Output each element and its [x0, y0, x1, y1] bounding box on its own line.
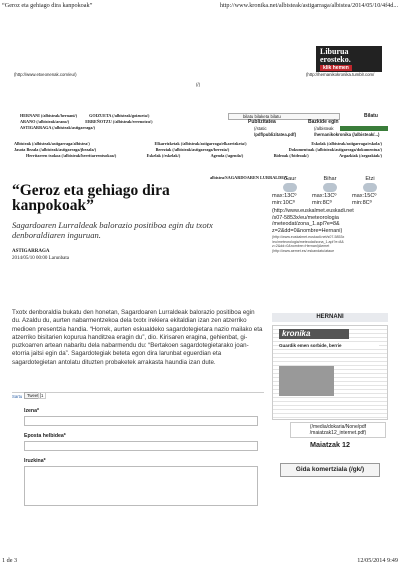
subnav-bereziak[interactable]: Bereziak (/albisteak/astigarraga/berezia/)	[155, 147, 230, 152]
pdf-link-2: /maiatzak12_internet.pdf)	[309, 430, 367, 436]
weather-small-4: (http://www.aemet.es/.eskandatu/ataue	[272, 248, 335, 253]
kronika-link[interactable]: /hernanikokronika (/albisteak/...)	[314, 132, 380, 137]
subnav-jasota-bezala[interactable]: Jasota Bezala (/albisteak/astigarraga/jbezala/)	[14, 147, 97, 152]
cloud-icon	[323, 183, 337, 192]
section-tag[interactable]: albistea/SAGARDOAREN LURRALDEA	[210, 175, 288, 180]
comment-textarea[interactable]	[24, 466, 258, 506]
article-headline: “Geroz eta gehiago dira kanpokoak”	[12, 182, 170, 214]
paper-photo	[279, 366, 334, 396]
weather-max: max:15Cº	[352, 193, 377, 199]
ad-click-label: klik hemen	[320, 65, 352, 71]
nav-row-3	[20, 125, 220, 131]
publicity-path[interactable]: (/static	[254, 126, 267, 131]
sub-nav	[14, 141, 386, 159]
weather-min: min:10Cº	[272, 200, 295, 206]
article-location: ASTIGARRAGA	[12, 249, 50, 254]
newspaper-thumbnail[interactable]	[272, 325, 388, 420]
print-page: 1 de 3	[2, 557, 18, 564]
subnav-elkarrizketak[interactable]: Elkarrizketak (/albisteak/astigarraga/elkarrizketa/)	[154, 141, 247, 146]
gida-komertziala-button[interactable]: Gida komertziala (/gk/)	[280, 463, 380, 477]
weather-max: max:13Cº	[312, 193, 337, 199]
paper-headline: Guardik emen sorbide, berrie	[279, 343, 379, 348]
weather-min: min:8Cº	[312, 200, 332, 206]
comments-tab[interactable]: Sartu	[12, 394, 23, 399]
subnav-dokumentuak[interactable]: Dokumentuak (/albisteak/astigarraga/dokumentua/)	[288, 147, 382, 152]
ad-line-2: erosteko.	[320, 55, 351, 64]
nav-arano[interactable]: ARANO (/albisteak/arano/)	[20, 119, 70, 124]
book-ad-banner[interactable]	[316, 46, 382, 72]
subnav-albisteak[interactable]: Albisteak (/albisteak/astigarraga/albistea/)	[14, 141, 90, 146]
publicity-path-2[interactable]: /pdf/publizitatea.pdf)	[254, 132, 297, 137]
print-url: http://www.kronika.net/albisteak/astigarraga/albistea/2014/05/10/4f4d...	[219, 2, 398, 9]
member-label[interactable]: Bazkide egin	[308, 119, 339, 125]
member-path[interactable]: (/albisteak	[314, 126, 334, 131]
weather-link-3: /meteodat/zona_1.apl?e=8&	[272, 221, 340, 228]
name-label: Izena*	[24, 408, 39, 414]
weather-min: min:8Cº	[352, 200, 372, 206]
pdf-link-1: (/media/dokaria/None/pdf	[309, 424, 367, 430]
name-input[interactable]	[24, 416, 258, 426]
subnav-eskolak[interactable]: Eskolak (/albisteak/astigarraga/eskola/)	[311, 141, 382, 146]
weather-link[interactable]	[272, 208, 388, 234]
nav-hernani[interactable]: HERNANI (/albisteak/hernani/)	[20, 113, 78, 118]
ad-line-1: Liburua	[320, 47, 349, 56]
search-value: bilatu bilaketa bilatu	[243, 114, 281, 119]
nav-errenotzu[interactable]: ERREÑOTZU (/albisteak/errenotzu/)	[85, 119, 153, 124]
subnav-herritarren-txokoa[interactable]: Herritarren txokoa (/albisteak/herritarrentxokoa/)	[26, 153, 117, 158]
weather-day-name: Bihar	[323, 176, 337, 182]
weather-small-2: /eu/meteorologia/meteodat/zona_1.apl?e=8&	[272, 239, 344, 244]
sidebar-header: HERNANI	[272, 313, 388, 322]
tweet-count: 1	[38, 392, 46, 399]
print-title: “Geroz eta gehiago dira kanpokoak”	[2, 2, 93, 9]
pdf-link[interactable]	[290, 422, 386, 438]
weather-day-name: Gaur	[283, 176, 297, 182]
print-footer	[2, 557, 398, 564]
print-datetime: 12/05/2014 9:49	[357, 557, 398, 564]
weather-max: max:13Cº	[272, 193, 297, 199]
paper-masthead: kronika	[279, 329, 349, 339]
comments-divider	[12, 392, 264, 393]
kronika-bar[interactable]	[340, 126, 388, 131]
search-button[interactable]: Bilatu	[364, 113, 378, 119]
banner-link-right[interactable]: (http://hernanikokronika.tumblr.com/	[306, 72, 375, 77]
weather-link-small[interactable]	[272, 235, 388, 253]
article-body: Txotx denboraldia bukatu den honetan, Sagardoaren Lurraldeak balorazio positiboa egin du. Azaldu du, aurten nabarmentzekoa dela txotx irekiera ekitaldian izan zen atzerriko medioen presentzia handia. “Horrek, aurten eskualdeko sagardotegietara nazio mailako eta atzerriko bisitarien kopurua handitzea eragin du”, dio. Kirisaren eragina, gehienbat, gi-puzkoarren artean nabaritu dela nabarmendu du: “Bertakoen sagardotegietarako joan-etorria jaitsi egin da”. Sagardotegiak beteta egon dira larunbat eguerdian eta sagardotegietan antolatu dituzten probaketek arrakasta haundia izan dute.	[12, 309, 263, 366]
weather-small-3: z=2&dd=0&nombre=Hernani)Aemet	[272, 244, 330, 249]
weather-day-after	[352, 176, 388, 207]
tweet-button[interactable]: Tweet	[24, 392, 41, 399]
email-input[interactable]	[24, 441, 258, 451]
subnav-eskelak[interactable]: Eskelak (/eskelak/)	[146, 153, 181, 158]
subnav-argazkiak[interactable]: Argazkiak (/argazkiak/)	[339, 153, 382, 158]
weather-day-name: Etzi	[365, 176, 375, 182]
print-header	[2, 2, 398, 9]
cloud-icon	[283, 183, 297, 192]
subnav-agenda[interactable]: Agenda (/agenda/)	[210, 153, 244, 158]
home-link[interactable]: (/)	[196, 82, 201, 87]
weather-days	[272, 176, 388, 207]
subnav-bideoak[interactable]: Bideoak (/bideoak/)	[273, 153, 309, 158]
weather-day-today	[272, 176, 308, 207]
article-standfirst: Sagardoaren Lurraldeak balorazio positiboa egin du txotx denboraldiaren inguruan.	[12, 220, 213, 240]
weather-link-4: z=2&dd=0&nombre=Hernani)	[272, 227, 343, 234]
article-date: 2014/05/10 00:00 Larunbata	[12, 256, 69, 261]
weather-link-2: /s07-5853x/eu/meteorologia	[272, 214, 339, 221]
weather-link-1: (http://www.euskalmet.euskadi.net	[272, 208, 354, 214]
main-nav	[20, 113, 220, 131]
weather-day-tomorrow	[312, 176, 348, 207]
publicity-label[interactable]: Publizitatea	[248, 119, 276, 125]
weather-widget	[272, 176, 388, 253]
email-label: Eposta helbidea*	[24, 433, 66, 439]
header-tools	[228, 113, 388, 141]
subnav-row-3	[14, 153, 386, 159]
cloud-icon	[363, 183, 377, 192]
banner-link-left[interactable]: (http://www.etxeonenak.com/eu/)	[14, 72, 77, 77]
nav-goizueta[interactable]: GOIZUETA (/albisteak/goizueta/)	[89, 113, 150, 118]
weather-small-1: (http://www.euskalmet.euskadi.net/s07-5853x	[272, 235, 345, 240]
issue-label: Maiatzak 12	[310, 440, 350, 449]
nav-astigarraga[interactable]: ASTIGARRAGA (/albisteak/astigarraga/)	[20, 125, 96, 130]
comment-label: Iruzkina*	[24, 458, 46, 464]
